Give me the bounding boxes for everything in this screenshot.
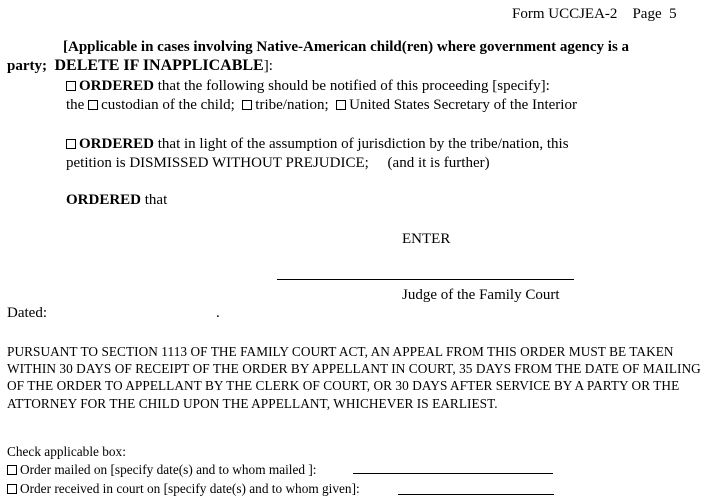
mailed-line[interactable]: [353, 473, 553, 474]
secretary-checkbox[interactable]: [336, 100, 346, 110]
tribe-checkbox[interactable]: [242, 100, 252, 110]
received-label: Order received in court on [specify date(s) and to whom given]:: [20, 481, 360, 496]
enter-label: ENTER: [402, 231, 451, 247]
received-line[interactable]: [398, 494, 554, 495]
received-row: [7, 481, 360, 498]
applicable-close: ]:: [263, 58, 273, 74]
delete-if-inapplicable: DELETE IF INAPPLICABLE: [54, 57, 264, 74]
dated-label: Dated:: [7, 305, 47, 321]
mailed-row: [7, 462, 317, 479]
page-label: Page: [632, 6, 662, 22]
notify-checkbox[interactable]: [66, 81, 76, 91]
dismiss-further: (and it is further): [387, 155, 490, 171]
appeal-notice: PURSUANT TO SECTION 1113 OF THE FAMILY COURT ACT, AN APPEAL FROM THIS ORDER MUST BE TAKEN WITHIN 30 DAYS OF RECEIPT OF THE ORDER BY APPELLANT IN COURT, 35 DAYS FROM THE DATE OF MAILING OF THE ORDER TO APPELLANT BY THE CLERK OF COURT, OR 30 DAYS AFTER SERVICE BY A PARTY OR THE ATTORNEY FOR THE CHILD UPON THE APPELLANT, WHICHEVER IS EARLIEST.: [7, 344, 701, 411]
dismiss-checkbox[interactable]: [66, 139, 76, 149]
mailed-checkbox[interactable]: [7, 465, 17, 475]
mailed-label: Order mailed on [specify date(s) and to whom mailed ]:: [20, 462, 317, 477]
dismiss-text1: that in light of the assumption of jurisdiction by the tribe/nation, this: [157, 136, 569, 152]
dismiss-ordered-label: ORDERED: [79, 136, 155, 152]
dated-period: .: [216, 305, 220, 321]
party-text: party;: [7, 58, 47, 74]
custodian-label: custodian of the child;: [101, 97, 235, 113]
dismiss-text2: petition is DISMISSED WITHOUT PREJUDICE;: [66, 155, 369, 171]
notify-ordered-line2: [66, 96, 577, 114]
notify-ordered-line1: [66, 77, 550, 95]
custodian-checkbox[interactable]: [88, 100, 98, 110]
dismiss-ordered-line1: [66, 135, 569, 153]
notify-ordered-text: that the following should be notified of this proceeding [specify]:: [157, 78, 550, 94]
dismiss-ordered-line2: [66, 154, 490, 172]
secretary-label: United States Secretary of the Interior: [349, 97, 577, 113]
tribe-label: tribe/nation;: [255, 97, 329, 113]
notify-the: the: [66, 97, 85, 113]
ordered-that-label: ORDERED: [66, 192, 142, 208]
check-label: Check applicable box:: [7, 444, 126, 459]
received-checkbox[interactable]: [7, 484, 17, 494]
notify-ordered-label: ORDERED: [79, 78, 155, 94]
page-number: 5: [669, 6, 677, 22]
applicable-note-line1: [Applicable in cases involving Native-American child(ren) where government agency is a: [63, 39, 630, 55]
ordered-that: [66, 191, 167, 209]
form-id: [512, 5, 677, 23]
ordered-that-text: that: [144, 192, 168, 208]
judge-signature-line[interactable]: [277, 279, 574, 280]
judge-label: Judge of the Family Court: [402, 287, 560, 303]
form-number: Form UCCJEA-2: [512, 6, 618, 22]
applicable-note-line2: [7, 57, 273, 75]
